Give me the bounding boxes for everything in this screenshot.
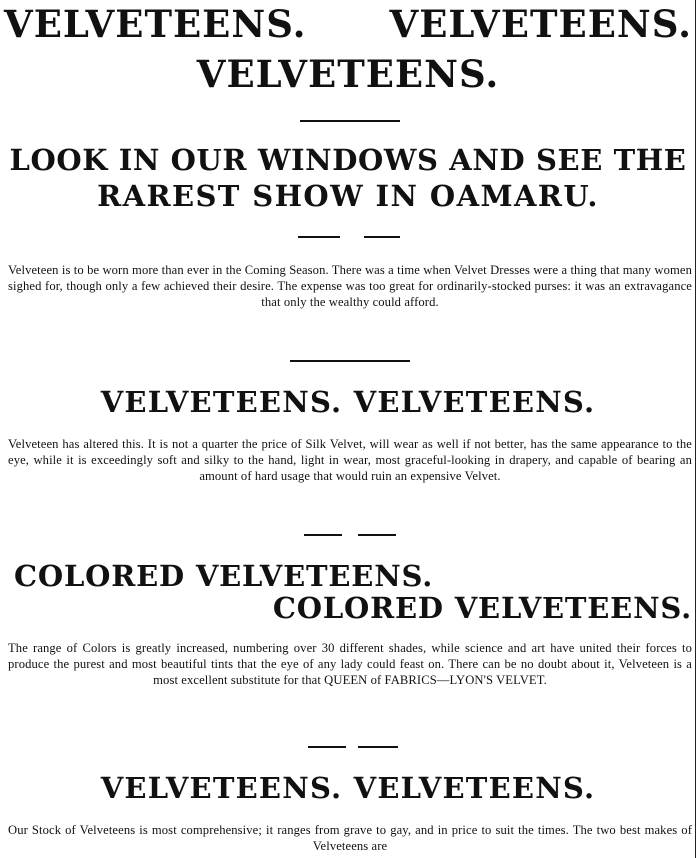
divider-rule [364,236,400,238]
paragraph-velveteen-altered: Velveteen has altered this. It is not a quarter the price of Silk Velvet, will wear as well if not better, has the same appearance to the eye, while it is exceedingly soft and silky to the hand, light in wear, most graceful-looking in drapery, and capable of bearing an amount of hard usage that would ruin an expensive Velvet. [8,437,692,483]
divider-rule [300,120,400,122]
headline-top-left: VELVETEENS. [4,2,307,46]
headline-top-right: VELVETEENS. [389,2,692,46]
paragraph-velveteen-season: Velveteen is to be worn more than ever in the Coming Season. There was a time when Velvet Dresses were a thing that many women sighed for, though only a few achieved their desire. The expense was too great for ordinarily-stocked purses: it was an extravagance that only the wealthy could afford. [8,263,692,309]
windows-headline-line-1: LOOK IN OUR WINDOWS AND SEE THE [9,143,687,177]
divider-rule [298,236,340,238]
column-rule [695,0,696,858]
divider-rule [290,360,410,362]
divider-rule [304,534,342,536]
colored-velveteens-heading-2: COLORED VELVETEENS. [272,591,692,625]
divider-rule [358,534,396,536]
divider-rule [358,746,398,748]
windows-headline-line-2: RAREST SHOW IN OAMARU. [97,179,599,213]
section-heading-velveteens-stock: VELVETEENS. VELVETEENS. [100,771,596,805]
paragraph-colors: The range of Colors is greatly increased, numbering over 30 different shades, while science and art have united their forces to produce the purest and most beautiful tints that the eye of any lady could feast on. There can be no doubt about it, Velveteen is a most excellent substitute for that QUEEN of FABRICS—LYON'S VELVET. [8,641,692,687]
section-heading-velveteens: VELVETEENS. VELVETEENS. [100,385,596,419]
paragraph-stock: Our Stock of Velveteens is most comprehensive; it ranges from grave to gay, and in price to suit the times. The two best makes of Velveteens are [8,823,692,853]
headline-center: VELVETEENS. [196,52,500,96]
divider-rule [308,746,346,748]
colored-velveteens-heading-1: COLORED VELVETEENS. [14,559,434,593]
